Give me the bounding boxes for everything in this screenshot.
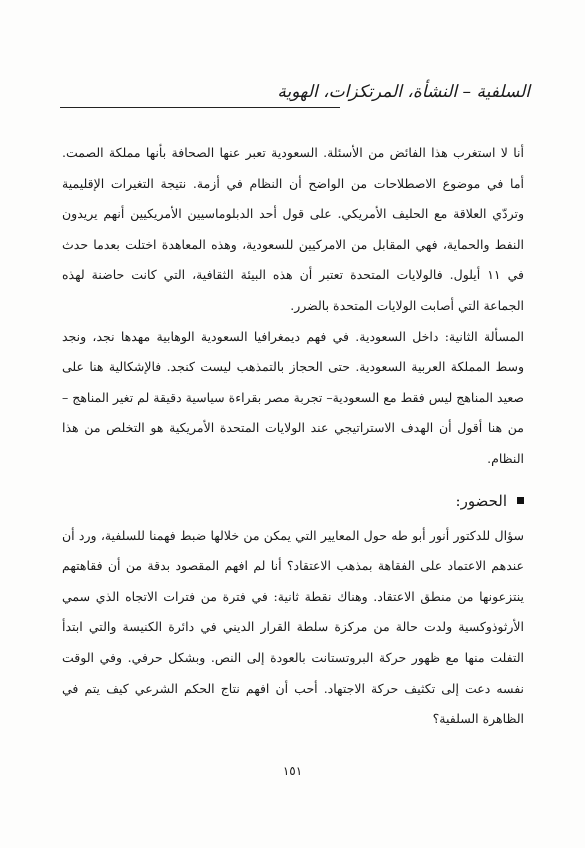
section-heading-label: الحضور:	[455, 491, 507, 510]
section-heading	[62, 487, 524, 515]
paragraph-2: المسألة الثانية: داخل السعودية. في فهم ديمغرافيا السعودية الوهابية مهدها نجد، ونجد وسط المملكة العربية السعودية. حتى الحجاز بالتمذهب ليست كنجد. فالإشكالية هنا على صعيد المناهج ليس فقط مع السعودية– تجربة مصر بقراءة سياسية دقيقة لم تغير المناهج – من هنا أقول أن الهدف الاستراتيجي عند الولايات المتحدة الأمريكية هو التخلص من هذا النظام.	[62, 328, 524, 466]
page-number: ١٥١	[282, 764, 303, 778]
header-rule	[60, 107, 340, 108]
running-header	[60, 80, 530, 114]
paragraph-3: سؤال للدكتور أنور أبو طه حول المعايير التي يمكن من خلالها ضبط فهمنا للسلفية، ورد أن عندهم الاعتماد على الفقاهة بمذهب الاعتقاد؟ أنا لم افهم المقصود بدقة من أن فقاهتهم ينتزعونها من منطق الاعتقاد. وهناك نقطة ثانية: في فترة من فترات الاتجاه الذي سمي الأرثوذوكسية ولدت حالة من مركزة سلطة القرار الديني في دائرة الكنيسة والتي ابتدأ التفلت منها مع ظهور حركة البروتستانت بالعودة إلى النص. وبشكل حرفي. وفي الوقت نفسه دعت إلى تكثيف حركة الاجتهاد. أحب أن افهم نتاج الحكم الشرعي كيف يتم في الظاهرة السلفية؟	[62, 527, 524, 727]
body-text	[62, 138, 524, 735]
paragraph-1: أنا لا استغرب هذا الفائض من الأسئلة. السعودية تعبر عنها الصحافة بأنها مملكة الصمت. أما في موضوع الاصطلاحات من الواضح أن النظام في أزمة. نتيجة التغيرات الإقليمية وتردّي العلاقة مع الحليف الأمريكي. على قول أحد الدبلوماسيين الأمريكيين أنهم يريدون النفط والحماية، فهي المقابل من الامركيين للسعودية، وهذه المعاهدة اختلت بعدما حدث في ١١ أيلول. فالولايات المتحدة تعتبر أن هذه البيئة الثقافية، التي كانت حاضنة لهذه الجماعة التي أصابت الولايات المتحدة بالضرر.	[62, 145, 524, 313]
running-title: السلفية – النشأة، المرتكزات، الهوية	[277, 82, 530, 102]
square-bullet-icon	[517, 497, 524, 504]
